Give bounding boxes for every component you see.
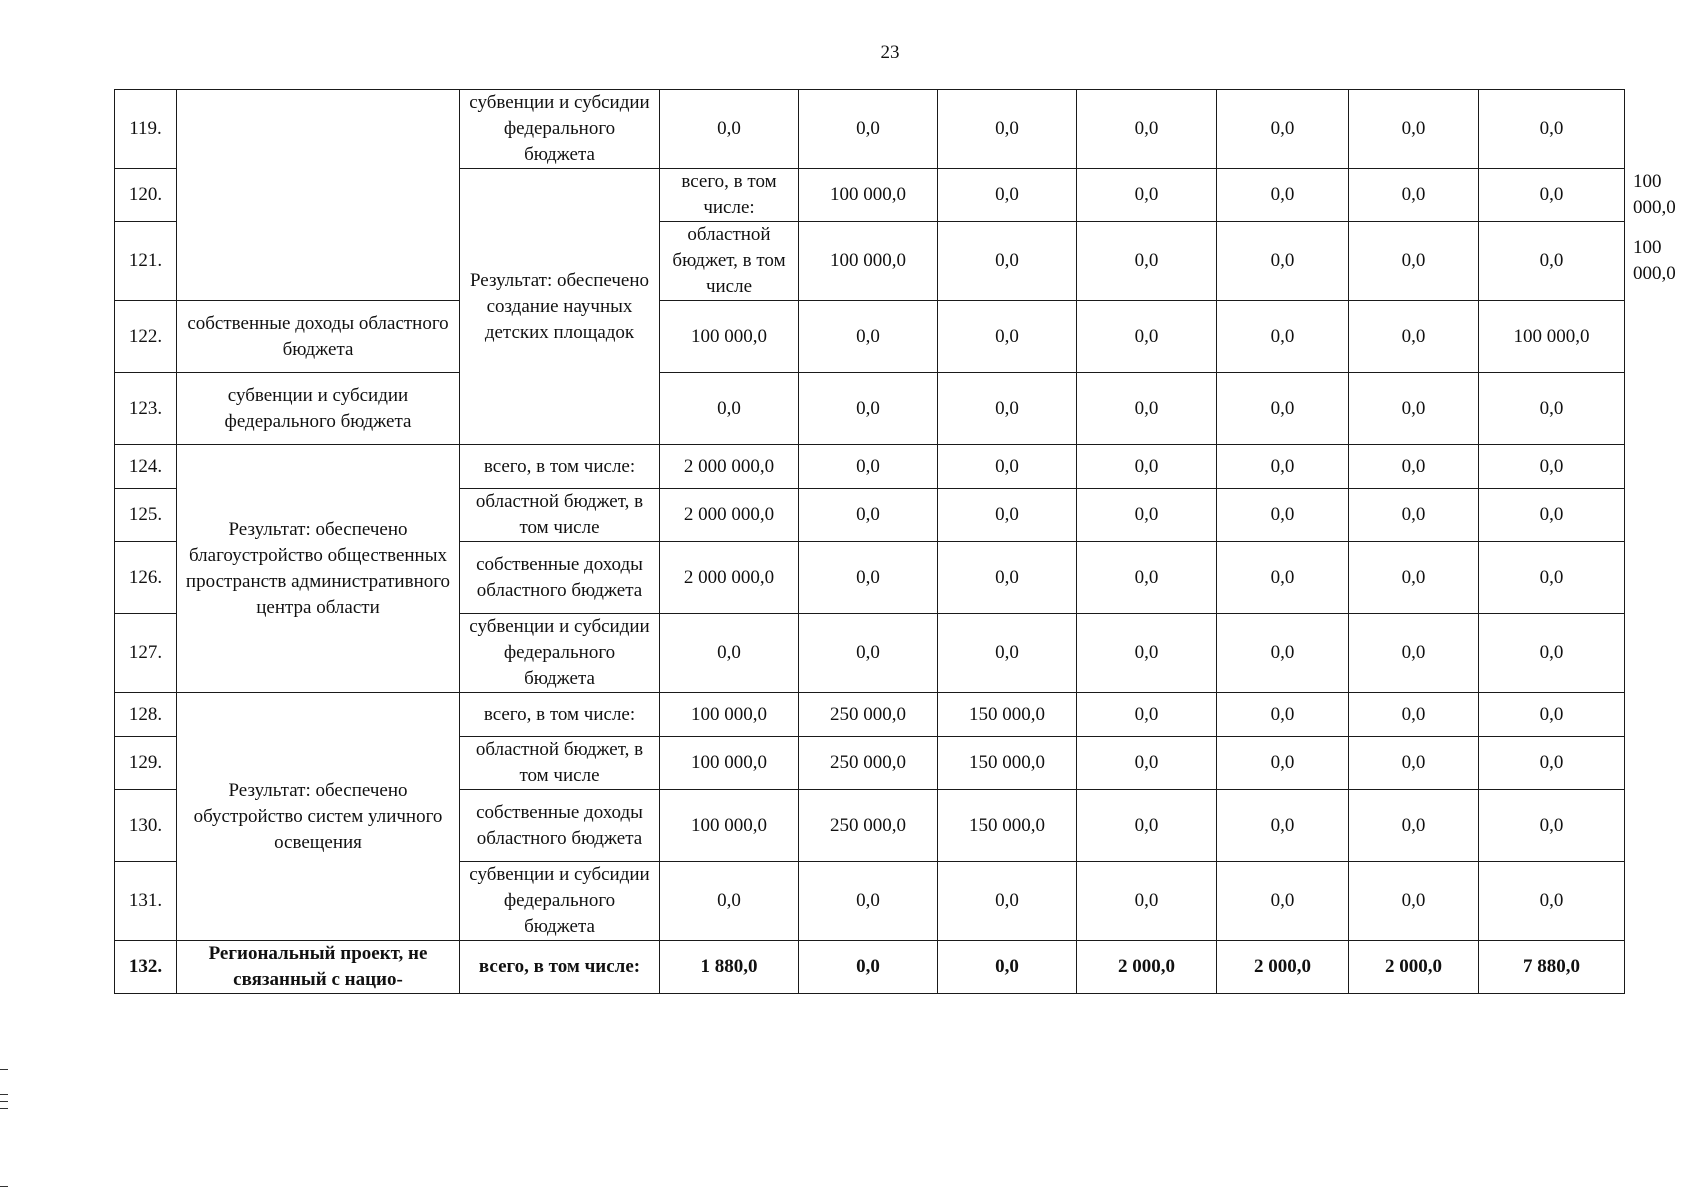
page-edge-mark [0,1186,8,1187]
amount-cell: 0,0 [799,542,938,614]
table-row: 120. Результат: обеспечено создание научных детских площадок всего, в том числе: 100 000,0 0,0 0,0 0,0 0,0 0,0 100 000,0 [115,169,1625,222]
row-number: 132. [115,941,177,994]
amount-cell: 0,0 [1077,90,1217,169]
amount-cell: 0,0 [1349,90,1479,169]
amount-cell: 0,0 [799,941,938,994]
amount-cell: 2 000,0 [1077,941,1217,994]
amount-cell: 0,0 [1349,169,1479,222]
amount-cell: 0,0 [1349,489,1479,542]
row-number: 120. [115,169,177,222]
table-row: 121. областной бюджет, в том числе 100 000,0 0,0 0,0 0,0 0,0 0,0 100 000,0 [115,222,1625,301]
amount-cell: 2 000 000,0 [660,489,799,542]
amount-cell: 0,0 [1479,373,1625,445]
table-row [115,301,1625,373]
amount-cell: 0,0 [938,373,1077,445]
amount-cell: 250 000,0 [799,693,938,737]
amount-cell: 0,0 [660,614,799,693]
row-number: 125. [115,489,177,542]
total-row [115,941,1625,994]
funding-source: субвенции и субсидии федерального бюджета [460,862,660,941]
amount-cell: 0,0 [799,489,938,542]
row-number: 128. [115,693,177,737]
amount-cell: 0,0 [1217,542,1349,614]
amount-cell: 0,0 [938,169,1077,222]
funding-source: субвенции и субсидии федерального бюджета [460,90,660,169]
table-row [115,693,1625,737]
amount-cell: 2 000,0 [1217,941,1349,994]
amount-cell: 0,0 [1349,542,1479,614]
amount-cell: 0,0 [1217,489,1349,542]
funding-source: собственные доходы областного бюджета [460,542,660,614]
amount-cell: 0,0 [1077,169,1217,222]
amount-cell: 0,0 [1349,790,1479,862]
amount-cell: 2 000,0 [1349,941,1479,994]
amount-cell: 0,0 [660,862,799,941]
amount-cell: 7 880,0 [1479,941,1625,994]
page-edge-mark [0,1101,8,1102]
amount-cell: 0,0 [1217,790,1349,862]
amount-cell: 0,0 [799,614,938,693]
funding-source: областной бюджет, в том числе [460,737,660,790]
funding-source: областной бюджет, в том числе [460,489,660,542]
funding-source: собственные доходы областного бюджета [460,790,660,862]
amount-cell: 0,0 [1217,737,1349,790]
amount-cell: 0,0 [1077,373,1217,445]
amount-cell: 0,0 [799,373,938,445]
amount-cell: 100 000,0 [660,790,799,862]
project-name: Региональный проект, не связанный с нацио- [177,941,460,994]
table-row [115,445,1625,489]
table-row [115,90,1625,169]
result-description: Результат: обеспечено благоустройство общественных пространств административного центра области [177,445,460,693]
amount-cell: 2 000 000,0 [660,445,799,489]
amount-cell: 0,0 [1479,614,1625,693]
amount-cell: 0,0 [1479,790,1625,862]
amount-cell: 0,0 [1217,614,1349,693]
table-body [115,90,1676,994]
amount-cell: 0,0 [799,445,938,489]
table-row [115,373,1625,445]
amount-cell: 0,0 [1479,737,1625,790]
amount-cell: 150 000,0 [938,790,1077,862]
funding-source: всего, в том числе: [660,169,799,222]
amount-cell: 0,0 [938,445,1077,489]
budget-table [114,89,1676,994]
result-description: Результат: обеспечено обустройство систем уличного освещения [177,693,460,941]
amount-cell: 100 000,0 [660,301,799,373]
amount-cell: 0,0 [938,301,1077,373]
amount-cell: 0,0 [1217,169,1349,222]
amount-cell: 0,0 [938,90,1077,169]
amount-cell: 0,0 [938,542,1077,614]
amount-cell: 0,0 [1217,445,1349,489]
page-edge-mark [0,1094,8,1095]
funding-source: областной бюджет, в том числе [660,222,799,301]
amount-cell: 0,0 [1479,489,1625,542]
amount-cell: 0,0 [1077,693,1217,737]
amount-cell: 100 000,0 [799,169,938,222]
row-number: 129. [115,737,177,790]
page-edge-mark [0,1069,8,1070]
row-number: 124. [115,445,177,489]
amount-cell: 0,0 [1479,445,1625,489]
amount-cell: 0,0 [1479,542,1625,614]
funding-source: собственные доходы областного бюджета [177,301,460,373]
amount-cell: 1 880,0 [660,941,799,994]
amount-cell: 0,0 [1349,862,1479,941]
amount-cell: 0,0 [1217,862,1349,941]
funding-source: всего, в том числе: [460,693,660,737]
row-number: 123. [115,373,177,445]
result-description [177,90,460,301]
amount-cell: 0,0 [1077,614,1217,693]
funding-source: всего, в том числе: [460,445,660,489]
amount-cell: 0,0 [1479,862,1625,941]
amount-cell: 0,0 [1217,222,1349,301]
amount-cell: 0,0 [938,614,1077,693]
amount-cell: 0,0 [1077,737,1217,790]
amount-cell: 0,0 [938,222,1077,301]
row-number: 126. [115,542,177,614]
amount-cell: 0,0 [1077,301,1217,373]
row-number: 130. [115,790,177,862]
amount-cell: 0,0 [799,301,938,373]
amount-cell: 0,0 [1479,90,1625,169]
row-number: 122. [115,301,177,373]
amount-cell: 0,0 [799,862,938,941]
amount-cell: 150 000,0 [938,693,1077,737]
amount-cell: 0,0 [1077,222,1217,301]
row-number: 119. [115,90,177,169]
amount-cell: 0,0 [1077,445,1217,489]
page-number: 23 [880,42,900,63]
row-number: 127. [115,614,177,693]
amount-cell: 2 000 000,0 [660,542,799,614]
amount-cell: 0,0 [1217,693,1349,737]
amount-cell: 0,0 [1217,90,1349,169]
amount-cell: 0,0 [1349,693,1479,737]
amount-cell: 100 000,0 [799,222,938,301]
row-number: 121. [115,222,177,301]
amount-cell: 0,0 [1077,489,1217,542]
funding-source: субвенции и субсидии федерального бюджета [177,373,460,445]
amount-cell: 0,0 [1349,373,1479,445]
amount-cell: 0,0 [1217,373,1349,445]
amount-cell: 0,0 [1349,301,1479,373]
funding-source: субвенции и субсидии федерального бюджета [460,614,660,693]
amount-cell: 100 000,0 [1479,301,1625,373]
amount-cell: 0,0 [1217,301,1349,373]
amount-cell: 0,0 [660,373,799,445]
funding-source: всего, в том числе: [460,941,660,994]
row-number: 131. [115,862,177,941]
amount-cell: 0,0 [1077,790,1217,862]
amount-cell: 0,0 [1349,614,1479,693]
amount-cell: 100 000,0 [660,693,799,737]
page-edge-mark [0,1108,8,1109]
amount-cell: 100 000,0 [660,737,799,790]
amount-cell: 0,0 [938,489,1077,542]
amount-cell: 0,0 [938,862,1077,941]
amount-cell: 0,0 [1077,862,1217,941]
amount-cell: 0,0 [1349,737,1479,790]
amount-cell: 0,0 [799,90,938,169]
result-description: Результат: обеспечено создание научных детских площадок [460,169,660,445]
amount-cell: 0,0 [660,90,799,169]
amount-cell: 0,0 [938,941,1077,994]
amount-cell: 0,0 [1077,542,1217,614]
amount-cell: 250 000,0 [799,790,938,862]
amount-cell: 0,0 [1479,169,1625,222]
amount-cell: 250 000,0 [799,737,938,790]
amount-cell: 0,0 [1479,693,1625,737]
amount-cell: 0,0 [1479,222,1625,301]
amount-cell: 0,0 [1349,445,1479,489]
amount-cell: 150 000,0 [938,737,1077,790]
amount-cell: 0,0 [1349,222,1479,301]
